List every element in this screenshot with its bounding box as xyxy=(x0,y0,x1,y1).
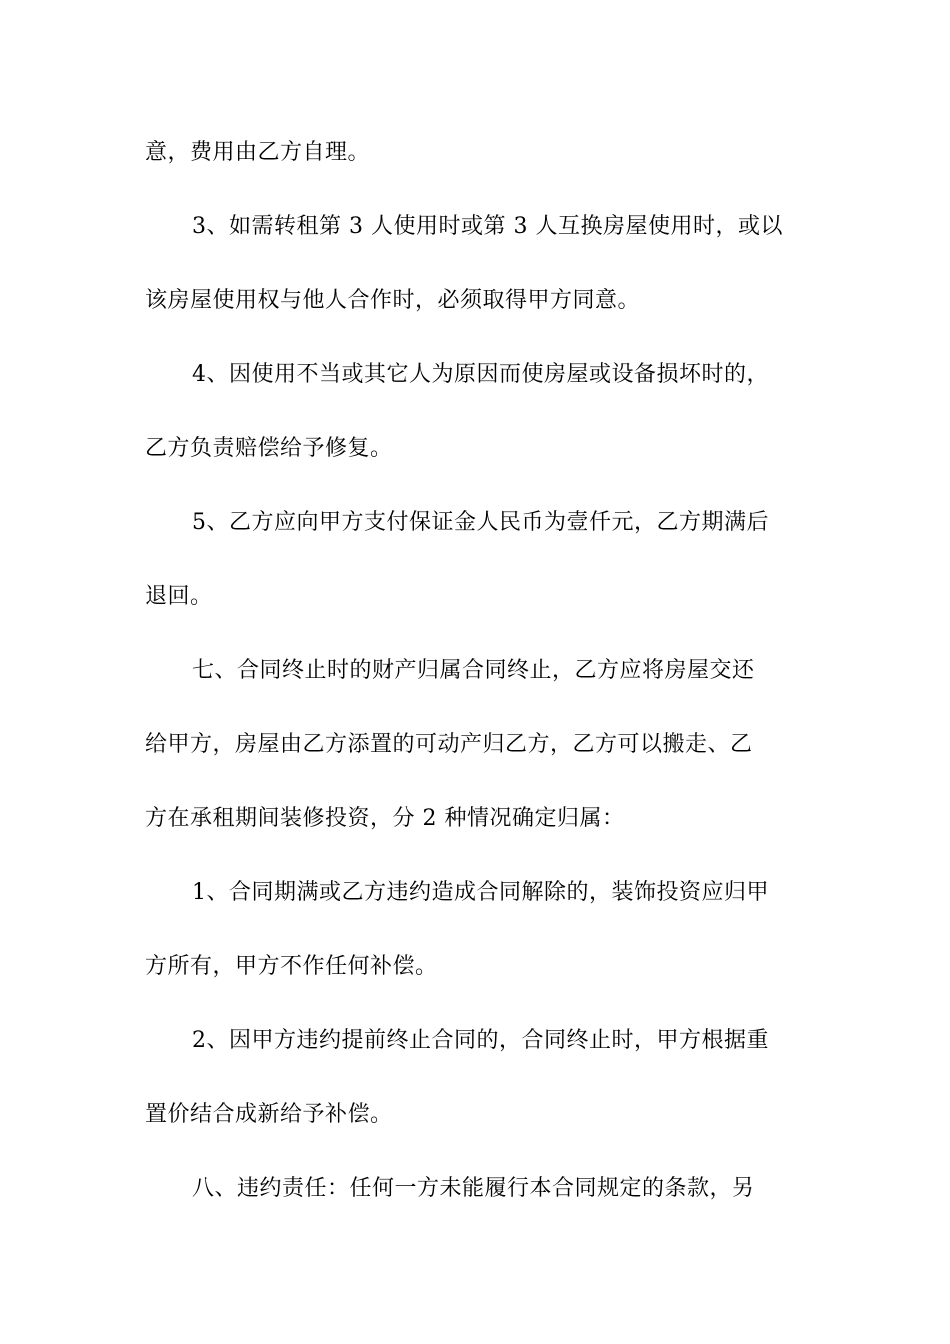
text-line: 方在承租期间装修投资，分 2 种情况确定归属： xyxy=(145,806,625,831)
text-line: 该房屋使用权与他人合作时，必须取得甲方同意。 xyxy=(145,288,641,313)
text-line: 七、合同终止时的财产归属合同终止，乙方应将房屋交还 xyxy=(192,658,755,683)
text-line: 给甲方，房屋由乙方添置的可动产归乙方，乙方可以搬走、乙 xyxy=(145,732,753,757)
text-line: 置价结合成新给予补偿。 xyxy=(145,1102,393,1127)
text-line: 方所有，甲方不作任何补偿。 xyxy=(145,954,438,979)
text-line: 1、合同期满或乙方违约造成合同解除的，装饰投资应归甲 xyxy=(192,880,769,905)
text-line: 八、违约责任：任何一方未能履行本合同规定的条款，另 xyxy=(192,1176,755,1201)
text-line: 5、乙方应向甲方支付保证金人民币为壹仟元，乙方期满后 xyxy=(192,510,769,535)
text-line: 3、如需转租第 3 人使用时或第 3 人互换房屋使用时，或以 xyxy=(192,214,783,239)
text-line: 4、因使用不当或其它人为原因而使房屋或设备损坏时的， xyxy=(192,362,769,387)
text-line: 意，费用由乙方自理。 xyxy=(145,140,371,165)
text-line: 退回。 xyxy=(145,584,213,609)
text-line: 2、因甲方违约提前终止合同的，合同终止时，甲方根据重 xyxy=(192,1028,769,1053)
text-line: 乙方负责赔偿给予修复。 xyxy=(145,436,393,461)
